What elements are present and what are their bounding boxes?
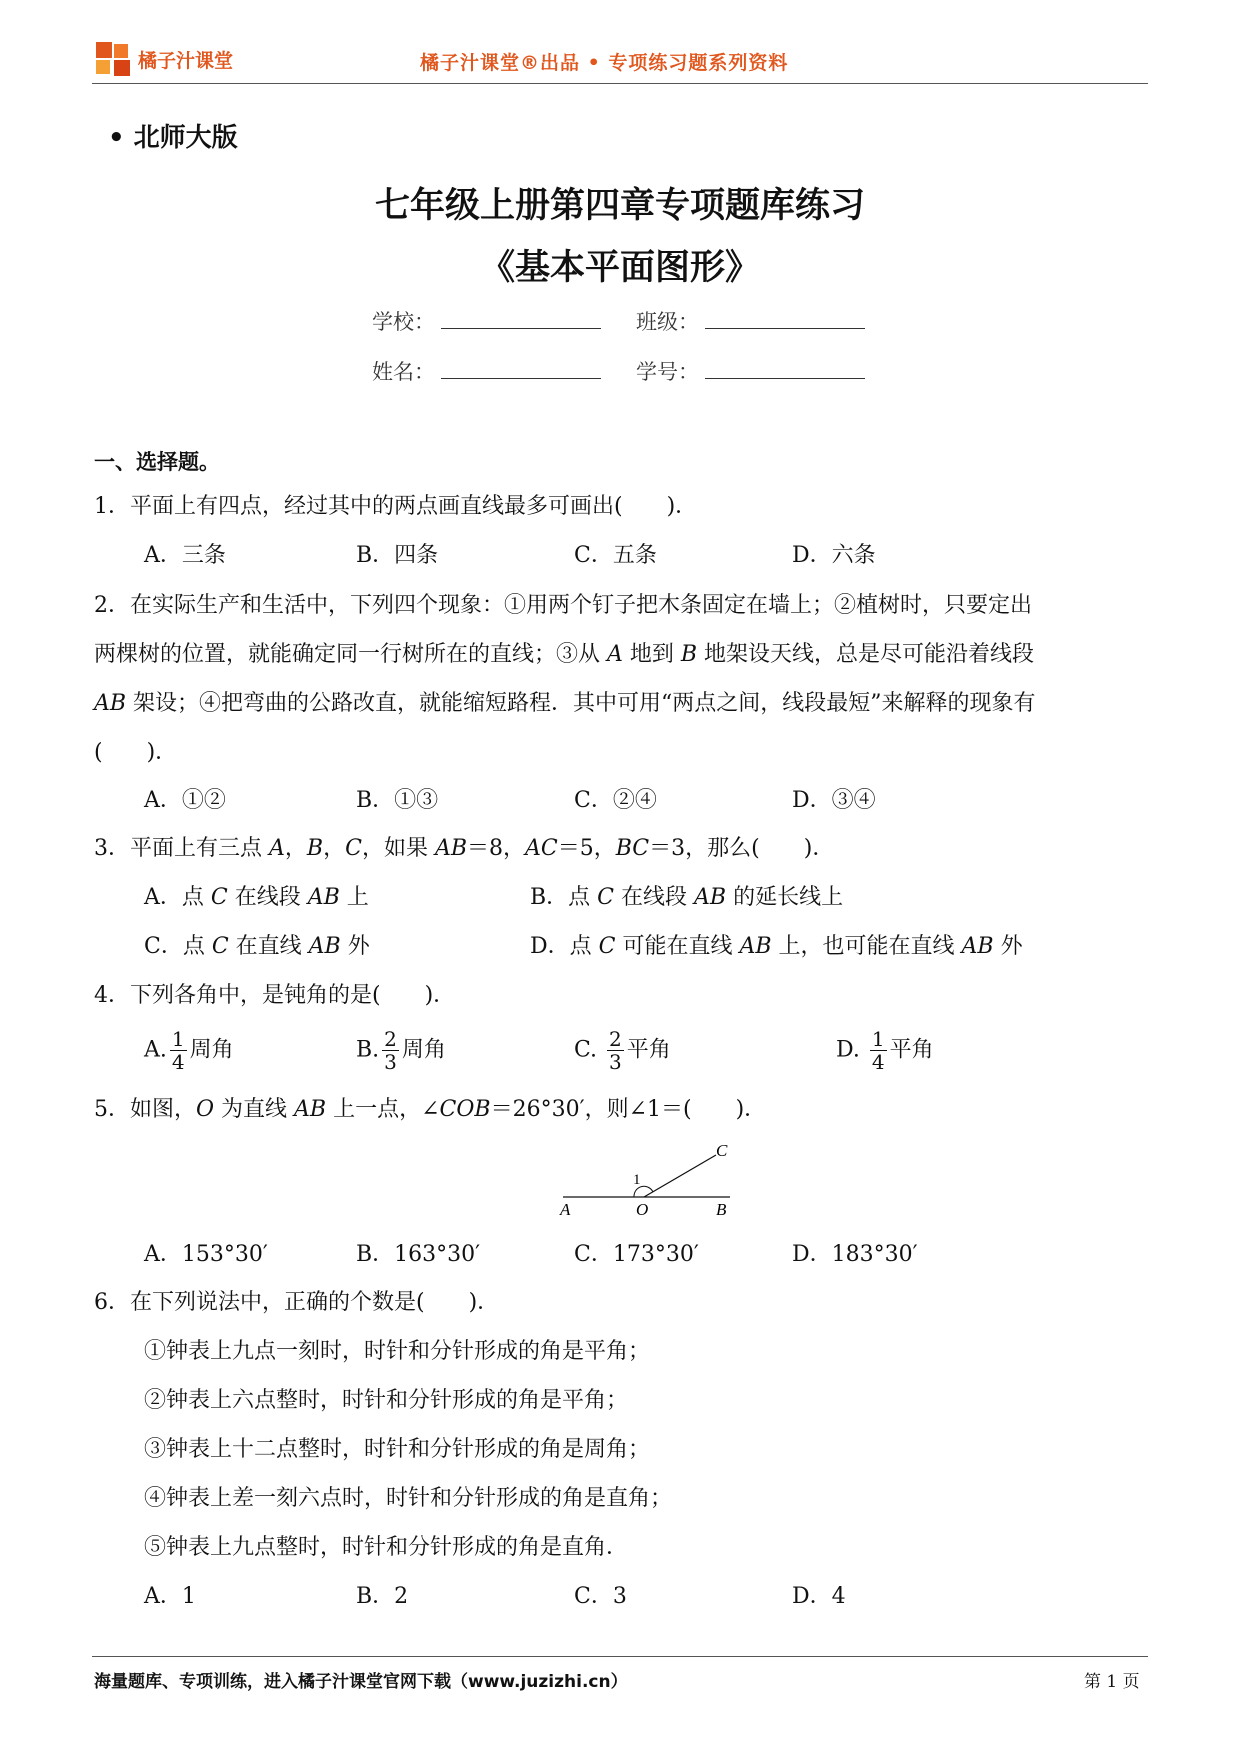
fraction: $\frac{1}{4}$ — [871, 1027, 885, 1074]
q4-option-a: A. $\frac{1}{4}$ 周角 — [144, 1027, 234, 1074]
number-label: 学号： — [636, 360, 699, 384]
q6-option-c: C．3 — [574, 1584, 627, 1609]
q2-option-a: A．①② — [144, 788, 226, 813]
q5-option-c: C．173°30′ — [574, 1242, 699, 1267]
q5-stem: 5．如图，O 为直线 AB 上一点，∠COB＝26°30′，则∠1＝( )． — [94, 1097, 767, 1122]
number-blank[interactable] — [705, 362, 865, 379]
class-blank[interactable] — [705, 312, 865, 329]
page-number: 第 1 页 — [1084, 1672, 1140, 1692]
edition-label: • 北师大版 — [108, 123, 238, 153]
q2-line1: 2．在实际生产和生活中，下列四个现象：①用两个钉子把木条固定在墙上；②植树时，只要定出 — [94, 593, 1033, 618]
q6-statement: ④钟表上差一刻六点时，时针和分针形成的角是直角； — [144, 1486, 673, 1511]
q5-figure — [550, 1140, 750, 1220]
q6-statement: ②钟表上六点整时，时针和分针形成的角是平角； — [144, 1388, 629, 1413]
label-angle-1: 1 — [633, 1172, 641, 1188]
name-label: 姓名： — [372, 360, 435, 384]
school-blank[interactable] — [441, 312, 601, 329]
name-blank[interactable] — [441, 362, 601, 379]
number-field[interactable] — [636, 356, 865, 386]
fraction: $\frac{1}{4}$ — [171, 1027, 185, 1074]
fraction: $\frac{2}{3}$ — [384, 1027, 397, 1074]
q2-line4: ( )． — [94, 740, 178, 765]
q3-option-d: D．点 C 可能在直线 AB 上，也可能在直线 AB 外 — [530, 934, 1023, 959]
ray-oc — [644, 1155, 716, 1197]
q1-option-b: B．四条 — [356, 543, 439, 568]
label-b: B — [716, 1200, 727, 1219]
q6-statement: ③钟表上十二点整时，时针和分针形成的角是周角； — [144, 1437, 651, 1462]
label-c: C — [716, 1141, 728, 1160]
header-tagline: 橘子汁课堂®出品 • 专项练习题系列资料 — [420, 52, 789, 74]
footer-divider — [92, 1656, 1148, 1657]
q4-option-c: C. $\frac{2}{3}$ 平角 — [574, 1027, 671, 1074]
q2-line3: AB 架设；④把弯曲的公路改直，就能缩短路程．其中可用“两点之间，线段最短”来解释的现象有 — [94, 691, 1036, 716]
q2-option-c: C．②④ — [574, 788, 657, 813]
q5-option-a: A．153°30′ — [144, 1242, 268, 1267]
brand-name: 橘子汁课堂 — [138, 50, 234, 72]
q3-option-c: C．点 C 在直线 AB 外 — [144, 934, 370, 959]
fraction: $\frac{2}{3}$ — [609, 1027, 622, 1074]
school-field[interactable] — [372, 306, 601, 336]
q1-option-d: D．六条 — [792, 543, 876, 568]
label-a: A — [560, 1200, 571, 1219]
q2-option-d: D．③④ — [792, 788, 876, 813]
class-label: 班级： — [636, 310, 699, 334]
q1-stem: 1．平面上有四点，经过其中的两点画直线最多可画出( )． — [94, 494, 698, 519]
q6-option-d: D．4 — [792, 1584, 846, 1609]
class-field[interactable] — [636, 306, 865, 336]
q3-stem: 3．平面上有三点 A，B，C，如果 AB＝8，AC＝5，BC＝3，那么( )． — [94, 836, 835, 861]
section-heading: 一、选择题。 — [94, 450, 220, 474]
page-subtitle: 《基本平面图形》 — [479, 248, 760, 288]
q2-option-b: B．①③ — [356, 788, 439, 813]
q1-option-a: A．三条 — [144, 543, 226, 568]
q6-stem: 6．在下列说法中，正确的个数是( )． — [94, 1290, 500, 1315]
footer-promo-text: 海量题库、专项训练，进入橘子汁课堂官网下载（www.juzizhi.cn） — [94, 1672, 628, 1692]
q6-statement: ①钟表上九点一刻时，时针和分针形成的角是平角； — [144, 1339, 651, 1364]
q1-option-c: C．五条 — [574, 543, 657, 568]
q5-option-d: D．183°30′ — [792, 1242, 918, 1267]
header-divider — [92, 83, 1148, 84]
brand-logo-icon — [96, 42, 132, 78]
q6-option-b: B．2 — [356, 1584, 409, 1609]
q6-statement: ⑤钟表上九点整时，时针和分针形成的角是直角． — [144, 1535, 629, 1560]
q3-option-b: B．点 C 在线段 AB 的延长线上 — [530, 885, 844, 910]
q5-option-b: B．163°30′ — [356, 1242, 481, 1267]
school-label: 学校： — [372, 310, 435, 334]
label-o: O — [636, 1200, 649, 1219]
page-title: 七年级上册第四章专项题库练习 — [374, 186, 865, 226]
name-field[interactable] — [372, 356, 601, 386]
q3-option-a: A．点 C 在线段 AB 上 — [144, 885, 369, 910]
q6-option-a: A．1 — [144, 1584, 196, 1609]
q4-option-b: B. $\frac{2}{3}$ 周角 — [356, 1027, 446, 1074]
q4-option-d: D. $\frac{1}{4}$ 平角 — [836, 1027, 934, 1074]
q4-stem: 4．下列各角中，是钝角的是( )． — [94, 983, 456, 1008]
q2-line2: 两棵树的位置，就能确定同一行树所在的直线；③从 A 地到 B 地架设天线，总是尽可能沿着线段 — [94, 642, 1035, 667]
